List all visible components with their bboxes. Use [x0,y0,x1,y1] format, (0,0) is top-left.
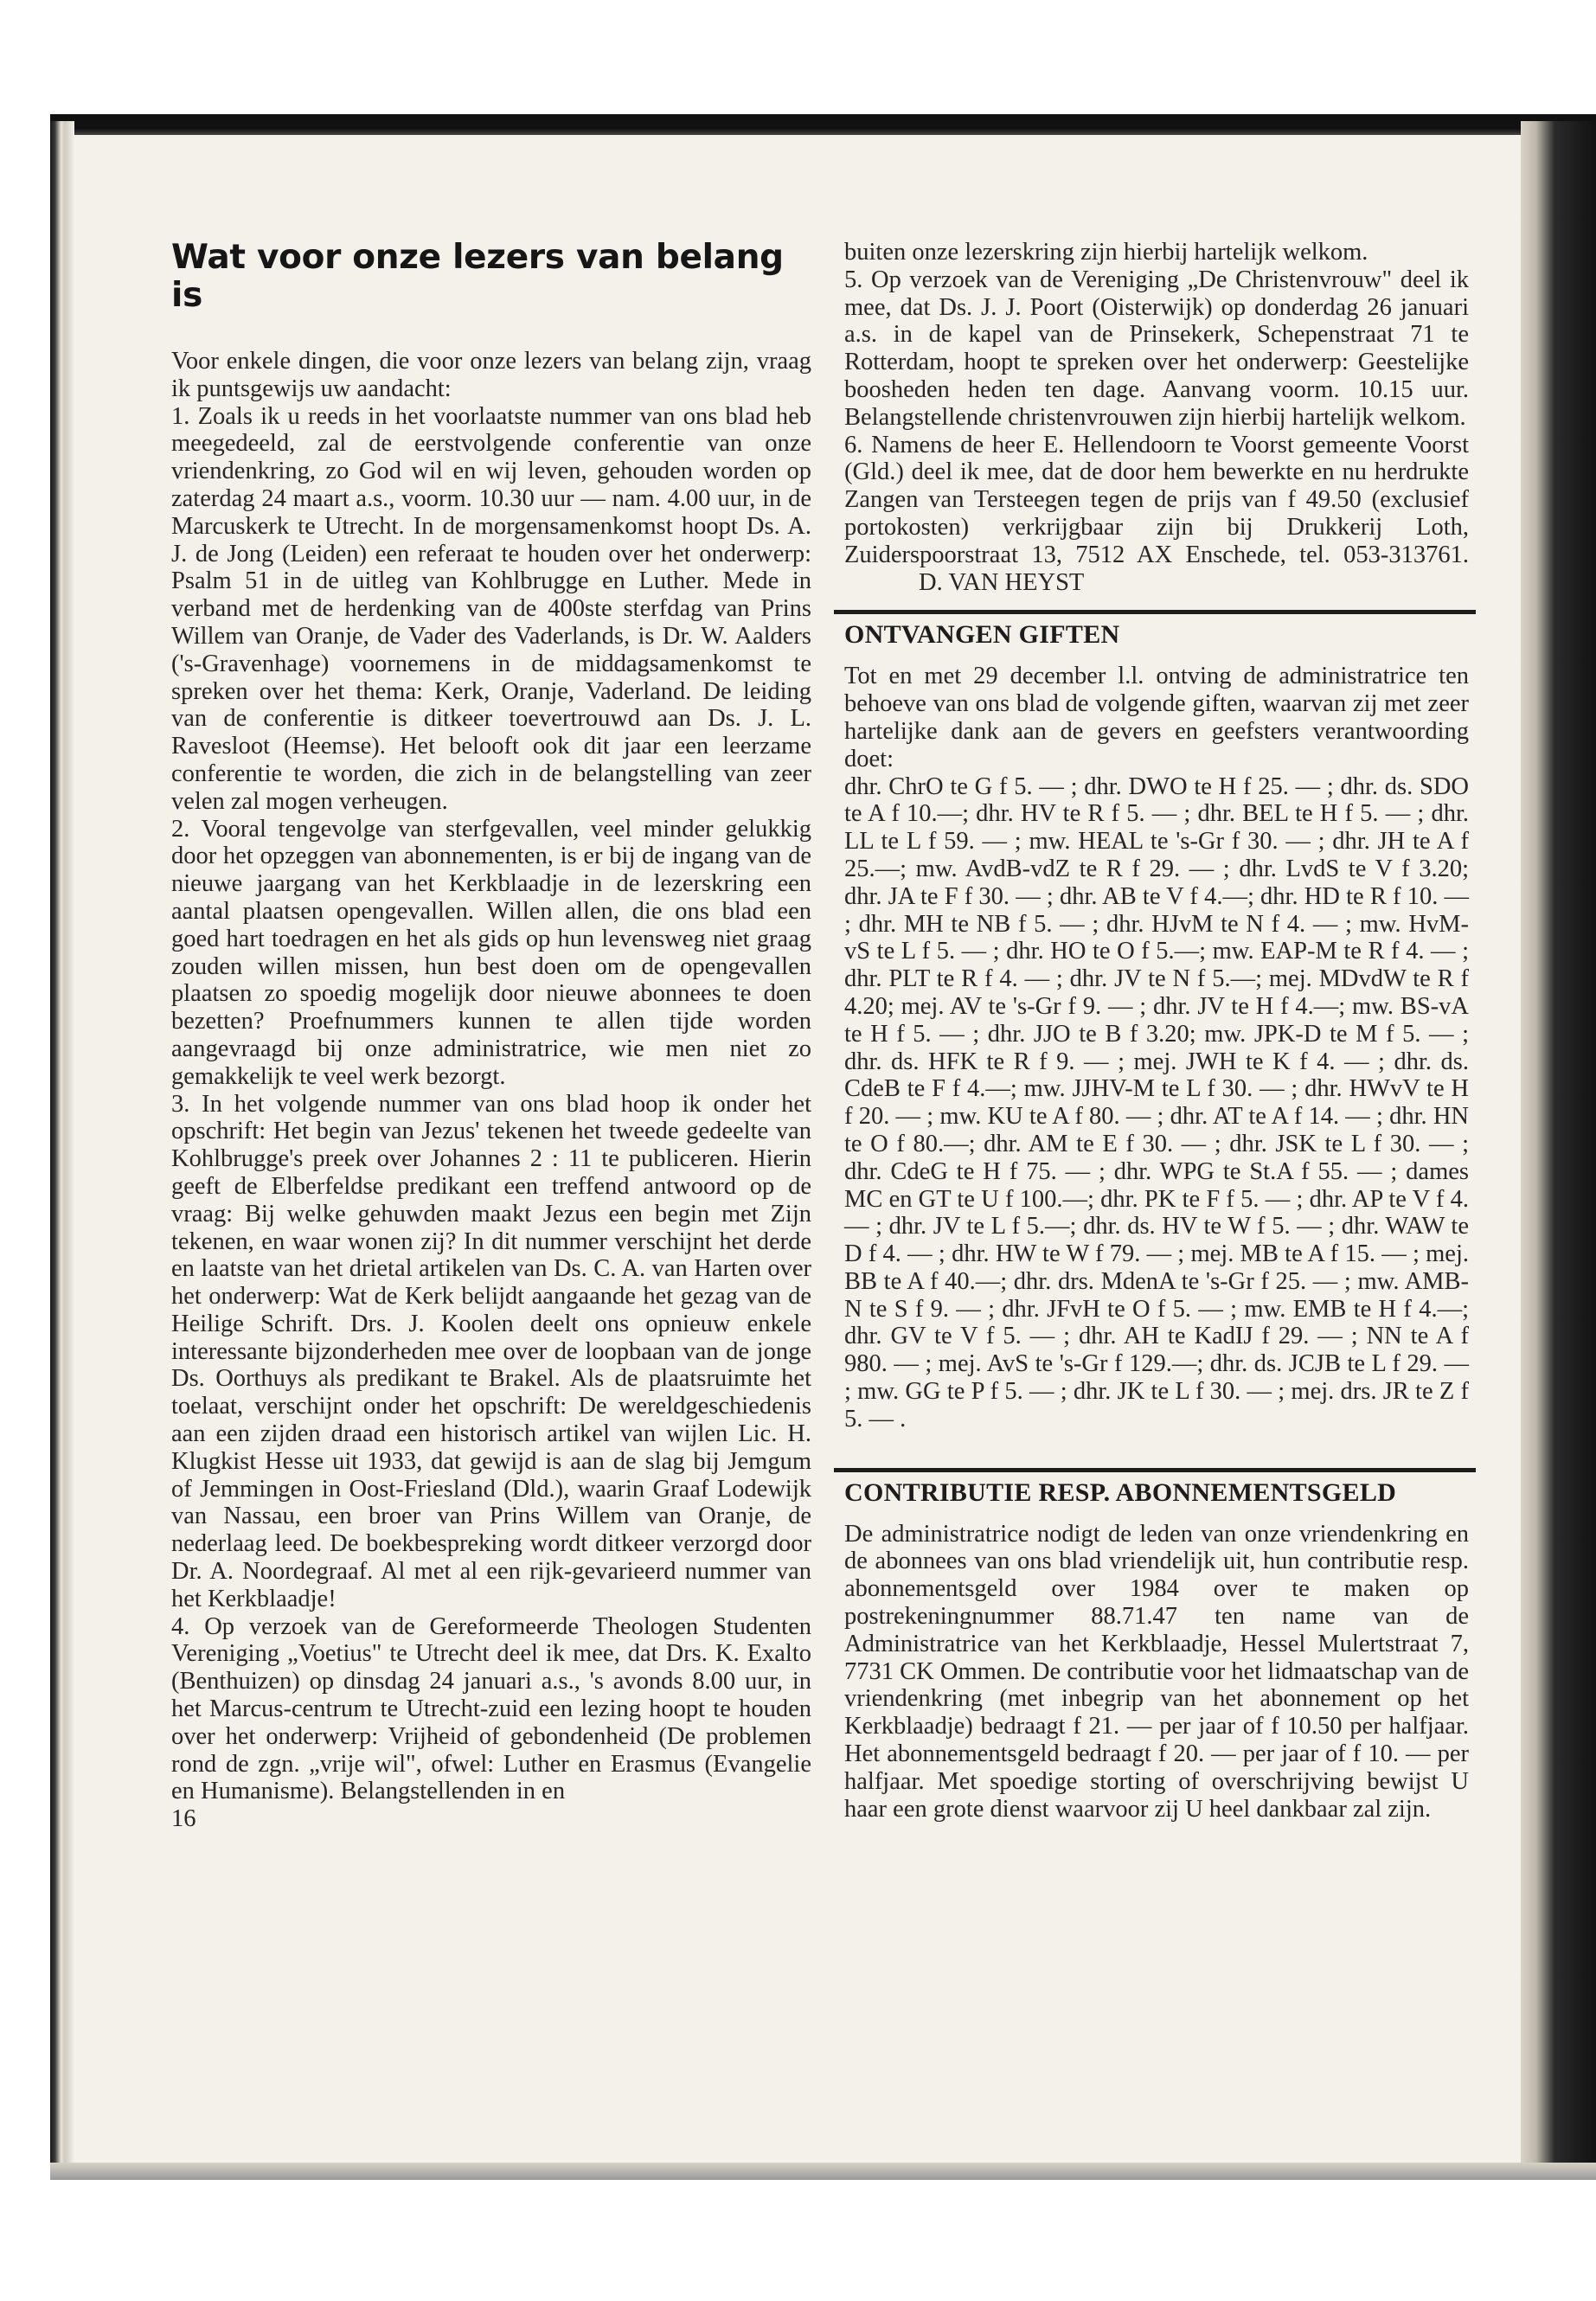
page-number: 16 [171,1805,196,1833]
scan-background [0,0,1596,130]
article-item-4-continued: buiten onze lezerskring zijn hierbij hartelijk welkom. [844,239,1368,266]
article-title: Wat voor onze lezers van belang is [171,238,784,315]
magazine-page [74,135,1521,2163]
gifts-heading: ONTVANGEN GIFTEN [844,620,1120,650]
right-column [844,239,1469,1823]
author-signature: D. VAN HEYST [919,568,1085,596]
section-divider [834,1468,1476,1472]
article-intro: Voor enkele dingen, die voor onze lezers van belang zijn, vraag ik puntsgewijs uw aandacht: [171,348,811,402]
book-binding-bottom [50,2163,1596,2180]
article-item-5: 5. Op verzoek van de Vereniging „De Christenvrouw" deel ik mee, dat Ds. J. J. Poort (Oisterwijk) op donderdag 26 januari a.s. in de kapel van de Prinsekerk, Schepenstraat 71 te Rotterdam, hoopt te spreken over het onderwerp: Geestelijke boosheden heden ten dage. Aanvang voorm. 10.15 uur. Belangstellende christenvrouwen zijn hierbij hartelijk welkom. [844,266,1469,431]
contribution-heading: CONTRIBUTIE RESP. ABONNEMENTSGELD [844,1477,1397,1507]
section-divider [834,610,1476,614]
gifts-list: dhr. ChrO te G f 5. — ; dhr. DWO te H f 25. — ; dhr. ds. SDO te A f 10.—; dhr. HV te R f 5. — ; dhr. BEL te H f 5. — ; dhr. LL te L f 59. — ; mw. HEAL te 's-Gr f 30. — ; dhr. JH te A f 25.—; mw. AvdB-vdZ te R f 29. — ; dhr. LvdS te V f 3.20; dhr. JA te F f 30. — ; dhr. AB te V f 4.—; dhr. HD te R f 10. — ; dhr. MH te NB f 5. — ; dhr. HJvM te N f 4. — ; mw. HvM-vS te L f 5. — ; dhr. HO te O f 5.—; mw. EAP-M te R f 4. — ; dhr. PLT te R f 4. — ; dhr. JV te N f 5.—; mej. MDvdW te R f 4.20; mej. AV te 's-Gr f 9. — ; dhr. JV te H f 4.—; mw. BS-vA te H f 5. — ; dhr. JJO te B f 3.20; mw. JPK-D te M f 5. — ; dhr. ds. HFK te R f 9. — ; mej. JWH te K f 4. — ; dhr. ds. CdeB te F f 4.—; mw. JJHV-M te L f 30. — ; dhr. HWvV te H f 20. — ; mw. KU te A f 80. — ; dhr. AT te A f 14. — ; dhr. HN te O f 80.—; dhr. AM te E f 30. — ; dhr. JSK te L f 30. — ; dhr. CdeG te H f 75. — ; dhr. WPG te St.A f 55. — ; dames MC en GT te U f 100.—; dhr. PK te F f 5. — ; dhr. AP te V f 4. — ; dhr. JV te L f 5.—; dhr. ds. HV te W f 5. — ; dhr. WAW te D f 4. — ; dhr. HW te W f 79. — ; mej. MB te A f 15. — ; mej. BB te A f 40.—; dhr. drs. MdenA te 's-Gr f 25. — ; mw. AMB-N te S f 9. — ; dhr. JFvH te O f 5. — ; mw. EMB te H f 4.—; dhr. GV te V f 5. — ; dhr. AH te KadIJ f 29. — ; NN te A f 980. — ; mej. AvS te 's-Gr f 129.—; dhr. ds. JCJB te L f 29. — ; mw. GG te P f 5. — ; dhr. JK te L f 30. — ; mej. drs. JR te Z f 5. — . [844,772,1469,1433]
article-item-6 [844,432,1469,597]
left-column [171,239,811,1833]
book-binding-top [50,114,1596,135]
article-item-1: 1. Zoals ik u reeds in het voorlaatste nummer van ons blad heb meegedeeld, zal de eerstvolgende conferentie van onze vriendenkring, zo God wil en wij leven, gehouden worden op zaterdag 24 maart a.s., voorm. 10.30 uur — nam. 4.00 uur, in de Marcuskerk te Utrecht. In de morgensamenkomst hoopt Ds. A. J. de Jong (Leiden) een referaat te houden over het onderwerp: Psalm 51 in de uitleg van Kohlbrugge en Luther. Mede in verband met de herdenking van de 400ste sterfdag van Prins Willem van Oranje, de Vader des Vaderlands, is Dr. W. Aalders ('s-Gravenhage) voornemens in de middagsamenkomst te spreken over het thema: Kerk, Oranje, Vaderland. De leiding van de conferentie is ditkeer toevertrouwd aan Ds. J. L. Ravesloot (Heemse). Het belooft ook dit jaar een leerzame conferentie te worden, die zich in de belangstelling van zeer velen zal mogen verheugen. [171,402,811,815]
article-item-3: 3. In het volgende nummer van ons blad hoop ik onder het opschrift: Het begin van Jezus' tekenen het tweede gedeelte van Kohlbrugge's preek over Johannes 2 : 11 te publiceren. Hierin geeft de Elberfeldse predikant een treffend antwoord op de vraag: Bij welke gehuwden maakt Jezus een begin met Zijn tekenen, en waar wonen zij? In dit nummer verschijnt het derde en laatste van het drietal artikelen van Ds. C. A. van Harten over het onderwerp: Wat de Kerk belijdt aangaande het gezag van de Heilige Schrift. Drs. J. Koolen deelt ons opnieuw enkele interessante bijzonderheden mee over de loopbaan van de jonge Ds. Oorthuys als predikant te Brakel. Als de plaatsruimte het toelaat, verschijnt onder het opschrift: De wereldgeschiedenis aan een zijden draad een historisch artikel van wijlen Lic. H. Klugkist Hesse uit 1933, dat gewijd is aan de slag bij Jemgum of Jemmingen in Oost-Friesland (Dld.), waarin Graaf Lodewijk van Nassau, een broer van Prins Willem van Oranje, de nederlaag leed. De boekbespreking wordt ditkeer verzorgd door Dr. A. Noordegraaf. Al met al een rijk-gevarieerd nummer van het Kerkblaadje! [171,1090,811,1612]
article-item-2: 2. Vooral tengevolge van sterfgevallen, veel minder gelukkig door het opzeggen van abonnementen, is er bij de ingang van de nieuwe jaargang van het Kerkblaadje in de lezerskring een aantal plaatsen opengevallen. Willen allen, die ons blad een goed hart toedragen en het als gids op hun levensweg niet graag zouden willen missen, hun best doen om de opengevallen plaatsen zo spoedig mogelijk door nieuwe abonnees te doen bezetten? Proefnummers kunnen te allen tijde worden aangevraagd bij onze administratrice, wie men niet zo gemakkelijk te veel werk bezorgt. [171,815,811,1090]
article-item-6-text: 6. Namens de heer E. Hellendoorn te Voorst gemeente Voorst (Gld.) deel ik mee, dat de door hem bewerkte en nu herdrukte Zangen van Tersteegen tegen de prijs van f 49.50 (exclusief portokosten) verkrijgbaar zijn bij Drukkerij Loth, Zuiderspoorstraat 13, 7512 AX Enschede, tel. 053-313761. [844,431,1469,568]
contribution-text: De administratrice nodigt de leden van onze vriendenkring en de abonnees van ons blad vriendelijk uit, hun contributie resp. abonnementsgeld over 1984 over te maken op postrekeningnummer 88.71.47 ten name van de Administratrice van het Kerkblaadje, Hessel Mulertstraat 7, 7731 CK Ommen. De contributie voor het lidmaatschap van de vriendenkring (met inbegrip van het abonnement op het Kerkblaadje) bedraagt f 21. — per jaar of f 10.50 per halfjaar. Het abonnementsgeld bedraagt f 20. — per jaar of f 10. — per halfjaar. Met spoedige storting of overschrijving bewijst U haar een grote dienst waarvoor zij U heel dankbaar zal zijn. [844,1520,1469,1823]
book-binding-left [50,121,74,2171]
article-item-4: 4. Op verzoek van de Gereformeerde Theologen Studenten Vereniging „Voetius" te Utrecht deel ik mee, dat Drs. K. Exalto (Benthuizen) op dinsdag 24 januari a.s., 's avonds 8.00 uur, in het Marcus-centrum te Utrecht-zuid een lezing hoopt te houden over het onderwerp: Vrijheid of gebondenheid (De problemen rond de zgn. „vrije wil", ofwel: Luther en Erasmus (Evangelie en Humanisme). Belangstellenden in en [171,1612,811,1805]
book-binding-right [1521,121,1596,2171]
gifts-intro: Tot en met 29 december l.l. ontving de administratrice ten behoeve van ons blad de volgende giften, waarvan zij met zeer hartelijke dank aan de gevers en geefsters verantwoording doet: [844,663,1469,772]
